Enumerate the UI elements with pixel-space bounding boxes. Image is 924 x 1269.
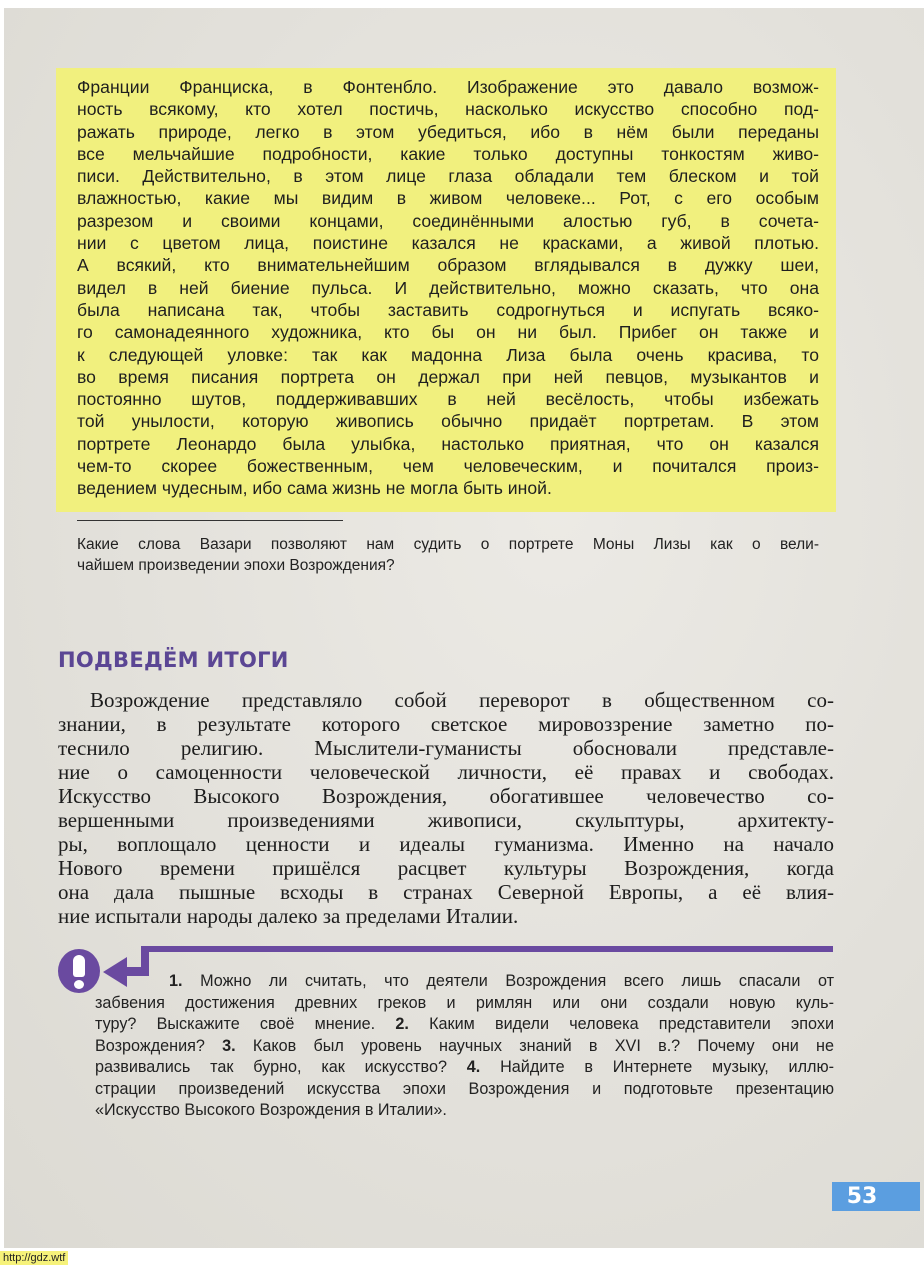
summary-line: теснило религию. Мыслители-гуманисты обосновали представле-: [58, 736, 834, 760]
quote-line: нии с цветом лица, поистине казался не красками, а живой плотью.: [77, 233, 819, 254]
question-text: развивались так бурно, как искусство?: [95, 1058, 467, 1076]
summary-line: ние о самоценности человеческой личности, её правах и свободах.: [58, 760, 834, 784]
page-number-tab: [832, 1182, 920, 1211]
questions-line: [95, 971, 834, 993]
exclamation-icon: [58, 949, 100, 993]
quote-line: разрезом и своими концами, соединёнными алостью губ, в сочета-: [77, 210, 819, 231]
watermark-link[interactable]: http://gdz.wtf: [0, 1251, 68, 1265]
questions-line: забвения достижения древних греков и римлян или они создали новую куль-: [95, 993, 834, 1012]
question-line: Какие слова Вазари позволяют нам судить о портрете Моны Лизы как о вели-: [77, 536, 819, 553]
questions-line: [95, 1036, 834, 1058]
question-text: Каким видели человека представители эпохи: [408, 1015, 834, 1033]
quote-line: все мельчайшие подробности, какие только доступны тонкостям живо-: [77, 143, 819, 164]
quote-line: видел в ней биение пульса. И действительно, можно сказать, что она: [77, 277, 819, 298]
question-text: туру? Выскажите своё мнение.: [95, 1015, 396, 1033]
summary-line: Возрождение представляло собой переворот в общественном со-: [90, 688, 834, 712]
quote-line: портрете Леонардо была улыбка, настолько приятная, что он казался: [77, 433, 819, 454]
summary-line: знании, в результате которого светское мировоззрение заметно по-: [58, 712, 834, 736]
summary-line: Искусство Высокого Возрождения, обогатившее человечество со-: [58, 784, 834, 808]
quote-line: ность всякому, кто хотел постичь, насколько искусство способно под-: [77, 99, 819, 120]
question-text: Каков был уровень научных знаний в XVI в.? Почему они не: [235, 1036, 834, 1055]
quote-line: А всякий, кто внимательнейшим образом вглядывался в дужку шеи,: [77, 255, 819, 276]
questions-line: страции произведений искусства эпохи Возрождения и подготовьте презентацию: [95, 1079, 834, 1098]
summary-line: ние испытали народы далеко за пределами Италии.: [58, 904, 519, 928]
quote-line: Франции Франциска, в Фонтенбло. Изображение это давало возмож-: [77, 77, 819, 97]
question-number: 2.: [395, 1015, 409, 1033]
question-text: Можно ли считать, что деятели Возрождения всего лишь спасали от: [182, 972, 834, 990]
review-questions: [95, 971, 834, 1122]
divider: [77, 520, 343, 521]
question-number: 1.: [169, 972, 183, 990]
quote-line: чем-то скорее божественным, чем человеческим, и почитался произ-: [77, 456, 819, 477]
question-line: чайшем произведении эпохи Возрождения?: [77, 557, 395, 574]
quote-line: писи. Действительно, в этом лице глаза обладали тем блеском и той: [77, 166, 819, 187]
quote-line: го самонадеянного художника, кто бы он ни был. Прибег он также и: [77, 322, 819, 343]
quote-line: к следующей уловке: так как мадонна Лиза была очень красива, то: [77, 344, 819, 365]
questions-line: [95, 1057, 834, 1079]
quote-line: ражать природе, легко в этом убедиться, ибо в нём были переданы: [77, 121, 819, 142]
quote-question: [77, 534, 819, 576]
summary-line: она дала пышные всходы в странах Северной Европы, а её влия-: [58, 880, 834, 904]
vasari-quote: [77, 76, 819, 500]
summary-paragraph: [58, 688, 834, 928]
quote-line: постоянно шутов, поддерживавших в ней весёлость, чтобы избежать: [77, 389, 819, 410]
question-text: Найдите в Интернете музыку, иллю-: [480, 1058, 834, 1076]
question-number: 4.: [466, 1058, 481, 1076]
questions-line: «Искусство Высокого Возрождения в Италии».: [95, 1101, 447, 1119]
summary-line: ры, воплощало ценности и идеалы гуманизма. Именно на начало: [58, 832, 834, 856]
summary-line: Нового времени пришёлся расцвет культуры Возрождения, когда: [58, 856, 834, 880]
quote-line: влажностью, какие мы видим в живом человеке... Рот, с его особым: [77, 188, 819, 209]
page-number: 53: [846, 1184, 878, 1209]
quote-line: во время писания портрета он держал при ней певцов, музыкантов и: [77, 366, 819, 387]
questions-line: [95, 1014, 834, 1036]
quote-line: той унылости, которую живопись обычно придаёт портретам. В этом: [77, 411, 819, 432]
summary-line: вершенными произведениями живописи, скульптуры, архитекту-: [58, 808, 834, 832]
question-number: 3.: [222, 1036, 236, 1055]
questions-frame-bar: [141, 946, 833, 952]
section-heading: ПОДВЕДЁМ ИТОГИ: [58, 648, 289, 672]
question-text: Возрождения?: [95, 1036, 223, 1055]
quote-line: ведением чудесным, ибо сама жизнь не могла быть иной.: [77, 478, 552, 499]
quote-line: была написана так, чтобы заставить содрогнуться и испугать всяко-: [77, 299, 819, 320]
